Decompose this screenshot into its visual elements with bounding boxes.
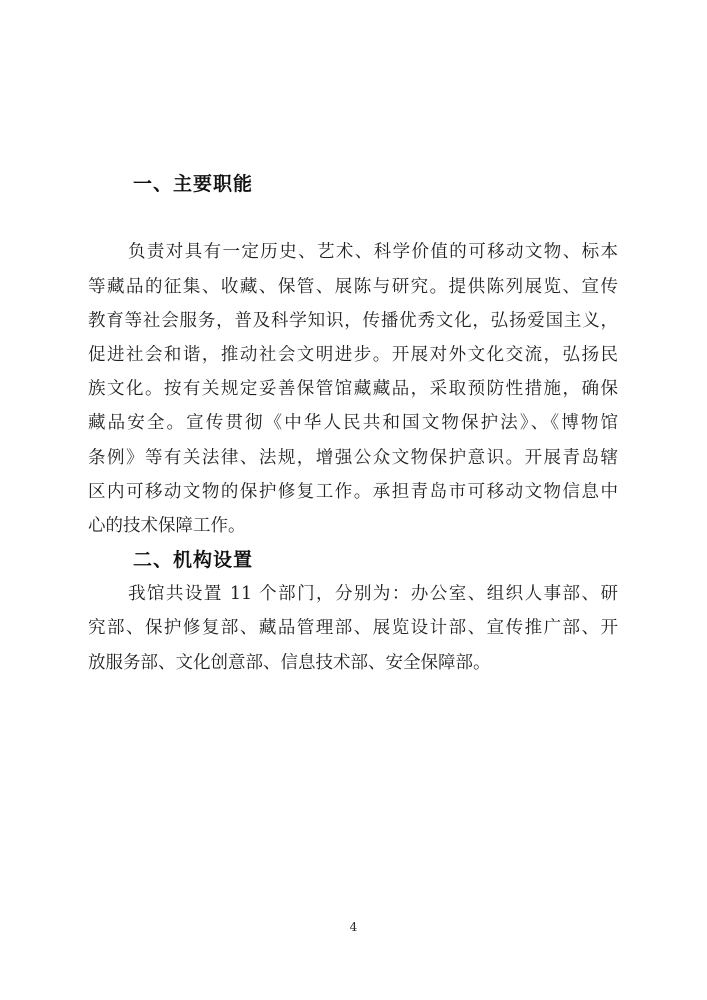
section-1-heading: 一、主要职能 xyxy=(133,173,254,195)
body-line: 负责对具有一定历史、艺术、科学价值的可移动文物、标本 xyxy=(128,242,618,263)
body-line: 究部、保护修复部、藏品管理部、展览设计部、宣传推广部、开 xyxy=(88,618,618,639)
section-2-heading: 二、机构设置 xyxy=(133,549,254,572)
body-line: 藏品安全。宣传贯彻《中华人民共和国文物保护法》、《博物馆 xyxy=(88,413,618,434)
body-line: 心的技术保障工作。 xyxy=(88,515,246,536)
body-line: 等藏品的征集、收藏、保管、展陈与研究。提供陈列展览、宣传 xyxy=(88,276,618,297)
page-number: 4 xyxy=(349,920,358,934)
body-line: 条例》等有关法律、法规，增强公众文物保护意识。开展青岛辖 xyxy=(88,447,618,468)
body-line: 我馆共设置 11 个部门，分别为：办公室、组织人事部、研 xyxy=(128,584,618,605)
body-line: 区内可移动文物的保护修复工作。承担青岛市可移动文物信息中 xyxy=(88,481,618,502)
body-line: 族文化。按有关规定妥善保管馆藏藏品，采取预防性措施，确保 xyxy=(88,379,618,400)
body-line: 促进社会和谐，推动社会文明进步。开展对外文化交流，弘扬民 xyxy=(88,344,618,365)
blank-line-spacer xyxy=(88,201,618,235)
body-line: 教育等社会服务，普及科学知识，传播优秀文化，弘扬爱国主义， xyxy=(88,310,618,331)
text-content xyxy=(88,167,618,680)
body-line: 放服务部、文化创意部、信息技术部、安全保障部。 xyxy=(88,652,491,673)
